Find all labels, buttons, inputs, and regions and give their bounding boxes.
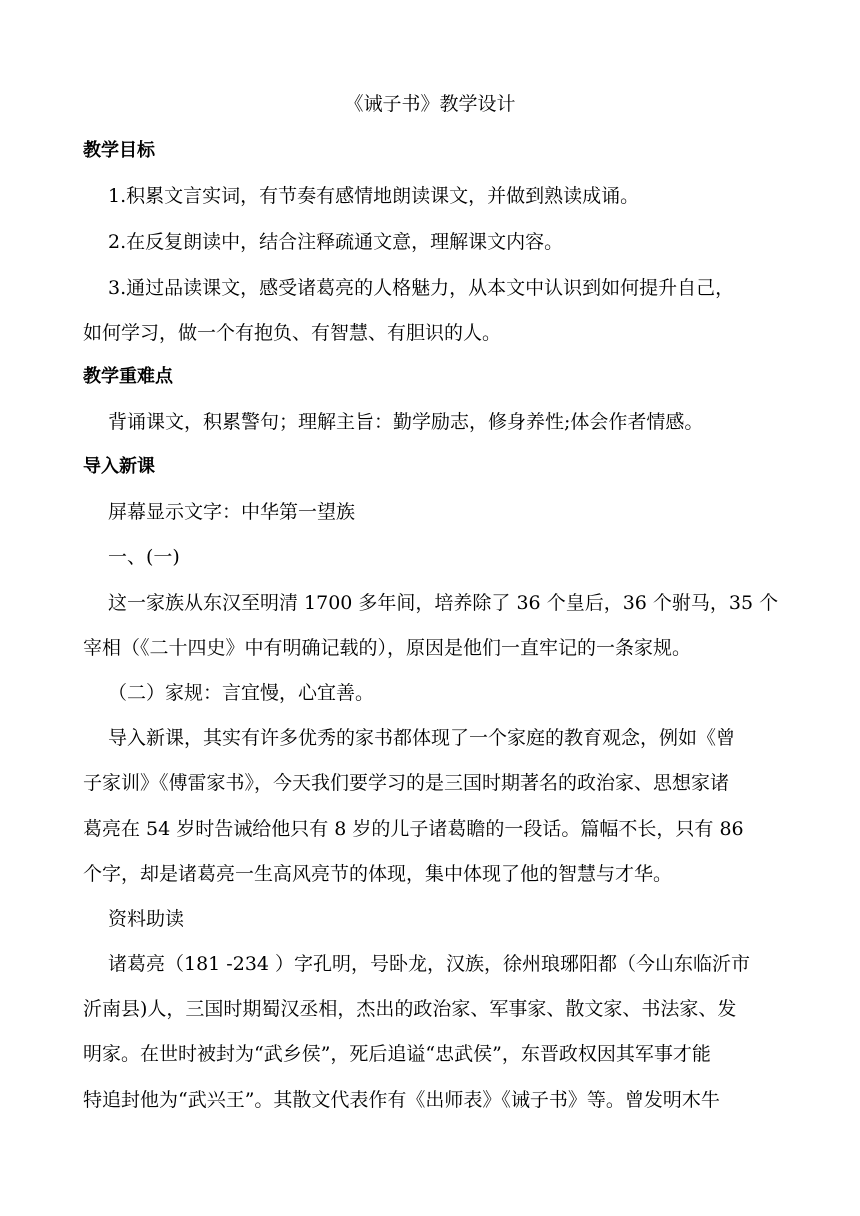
intro-line-7: 子家训》《傅雷家书》，今天我们要学习的是三国时期著名的政治家、思想家诸 xyxy=(83,772,730,794)
intro-line-10: 资料助读 xyxy=(108,908,185,930)
intro-line-14: 特追封他为“武兴王”。其散文代表作有《出师表》《诫子书》等。曾发明木牛 xyxy=(83,1089,720,1111)
objective-line-1: 1.积累文言实词，有节奏有感情地朗读课文，并做到熟读成诵。 xyxy=(108,185,640,207)
intro-line-5: （二）家规：言宜慢，心宜善。 xyxy=(108,682,375,704)
intro-line-13: 明家。在世时被封为“武乡侯”，死后追谥“忠武侯”，东晋政权因其军事才能 xyxy=(83,1043,711,1065)
heading-objectives: 教学目标 xyxy=(83,140,155,161)
heading-intro: 导入新课 xyxy=(83,456,155,477)
objective-line-4: 如何学习，做一个有抱负、有智慧、有胆识的人。 xyxy=(83,322,502,344)
document-title: 《诫子书》教学设计 xyxy=(344,93,516,115)
intro-line-12: 沂南县)人，三国时期蜀汉丞相，杰出的政治家、军事家、散文家、书法家、发 xyxy=(83,998,737,1020)
objective-line-2: 2.在反复朗读中，结合注释疏通文意，理解课文内容。 xyxy=(108,231,564,253)
intro-line-2: 一、(一) xyxy=(108,546,180,568)
objective-line-3: 3.通过品读课文，感受诸葛亮的人格魅力，从本文中认识到如何提升自己， xyxy=(108,277,735,299)
intro-line-11: 诸葛亮（181 -234 ）字孔明，号卧龙，汉族，徐州琅琊阳都（今山东临沂市 xyxy=(108,953,751,975)
key-points-line-1: 背诵课文，积累警句；理解主旨：勤学励志，修身养性;体会作者情感。 xyxy=(108,411,704,433)
intro-line-8: 葛亮在 54 岁时告诫给他只有 8 岁的儿子诸葛瞻的一段话。篇幅不长，只有 86 xyxy=(83,818,744,840)
intro-line-1: 屏幕显示文字：中华第一望族 xyxy=(108,501,356,523)
intro-line-6: 导入新课，其实有许多优秀的家书都体现了一个家庭的教育观念，例如《曾 xyxy=(108,727,736,749)
intro-line-3: 这一家族从东汉至明清 1700 多年间，培养除了 36 个皇后，36 个驸马，35 个 xyxy=(108,592,779,614)
heading-key-points: 教学重难点 xyxy=(83,366,173,387)
intro-line-9: 个字，却是诸葛亮一生高风亮节的体现，集中体现了他的智慧与才华。 xyxy=(83,863,673,885)
intro-line-4: 宰相（《二十四史》中有明确记载的），原因是他们一直牢记的一条家规。 xyxy=(83,637,692,659)
